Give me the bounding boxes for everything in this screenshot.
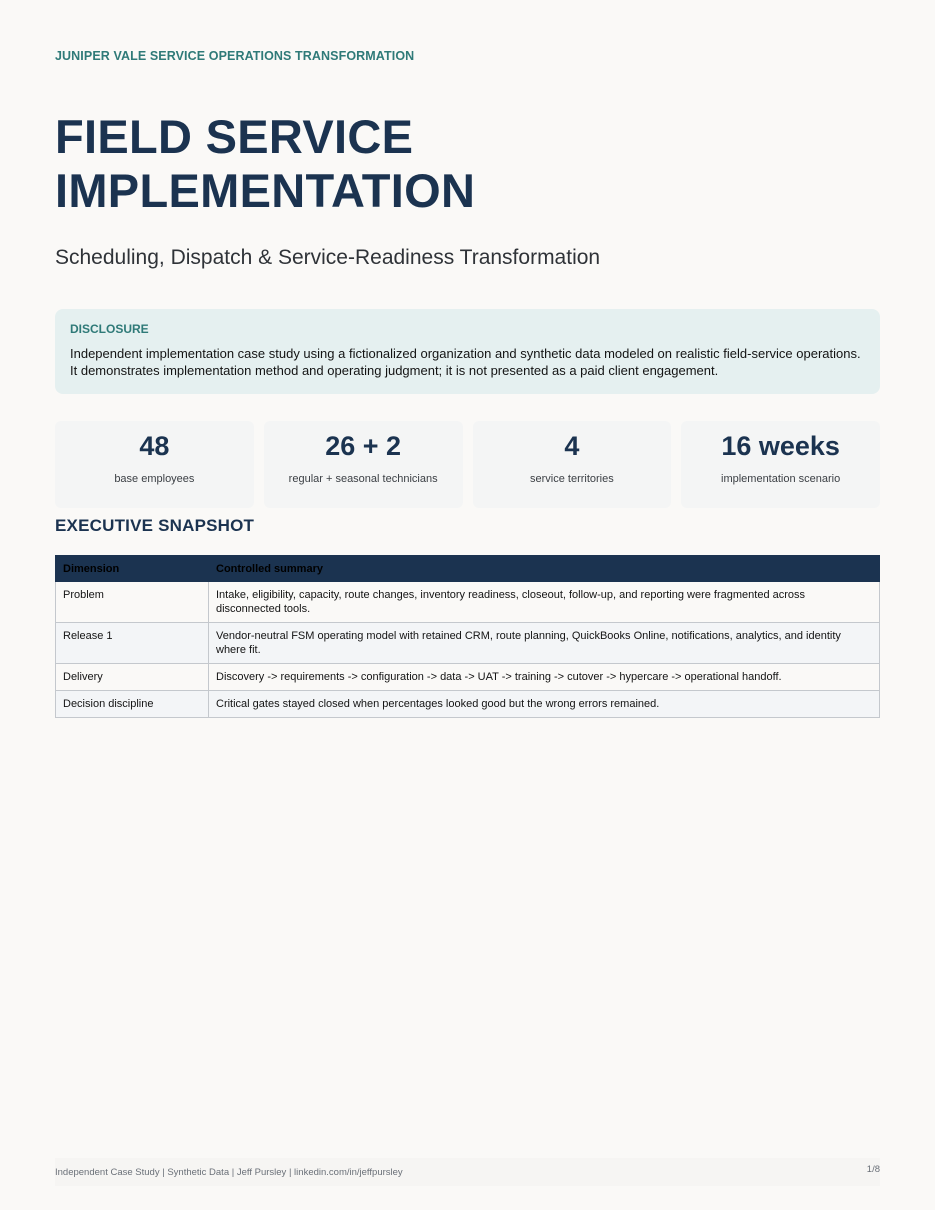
summary-cell: Discovery -> requirements -> configuration -> data -> UAT -> training -> cutover -> hypercare -> operational handoff. [209, 664, 880, 691]
table-row [56, 691, 880, 718]
stat-label: service territories [530, 473, 614, 485]
stat-label: implementation scenario [721, 473, 841, 485]
table-row [56, 582, 880, 623]
stat-value: 4 [564, 431, 580, 461]
title-line-1: FIELD SERVICE [55, 110, 414, 163]
disclosure-box [55, 309, 880, 394]
stat-card [681, 421, 880, 508]
summary-cell: Intake, eligibility, capacity, route changes, inventory readiness, closeout, follow-up, and reporting were fragmented across disconnected tools. [209, 582, 880, 623]
table-row [56, 623, 880, 664]
dimension-cell: Release 1 [56, 623, 209, 664]
document-page [55, 0, 880, 1210]
disclosure-text: Independent implementation case study using a fictionalized organization and synthetic data modeled on realistic field-service operations. It demonstrates implementation method and operating judgment; it is not presented as a paid client engagement. [70, 346, 861, 378]
footer-text: Independent Case Study | Synthetic Data | Jeff Pursley | linkedin.com/in/jeffpursley [55, 1167, 403, 1178]
column-header-dimension: Dimension [56, 556, 209, 582]
stat-label: base employees [114, 473, 195, 485]
column-header-summary: Controlled summary [209, 556, 880, 582]
stats-row [55, 421, 880, 508]
section-title-executive-snapshot: EXECUTIVE SNAPSHOT [55, 516, 255, 535]
stat-card [264, 421, 463, 508]
stat-card [473, 421, 672, 508]
page-subtitle: Scheduling, Dispatch & Service-Readiness Transformation [55, 246, 601, 269]
summary-cell: Critical gates stayed closed when percentages looked good but the wrong errors remained. [209, 691, 880, 718]
executive-snapshot-table [55, 555, 880, 718]
table-header-row [56, 556, 880, 582]
page-footer [55, 1158, 880, 1186]
page-title [55, 110, 475, 218]
dimension-cell: Delivery [56, 664, 209, 691]
stat-value: 48 [139, 431, 170, 461]
dimension-cell: Problem [56, 582, 209, 623]
disclosure-label: DISCLOSURE [70, 322, 149, 336]
stat-card [55, 421, 254, 508]
page-number: 1/8 [866, 1164, 880, 1175]
summary-cell: Vendor-neutral FSM operating model with retained CRM, route planning, QuickBooks Online, notifications, analytics, and identity where fit. [209, 623, 880, 664]
stat-value: 16 weeks [721, 431, 840, 461]
title-line-2: IMPLEMENTATION [55, 164, 476, 217]
table-row [56, 664, 880, 691]
stat-label: regular + seasonal technicians [288, 473, 438, 485]
stat-value: 26 + 2 [325, 431, 402, 461]
eyebrow-heading: JUNIPER VALE SERVICE OPERATIONS TRANSFORMATION [55, 49, 415, 63]
dimension-cell: Decision discipline [56, 691, 209, 718]
